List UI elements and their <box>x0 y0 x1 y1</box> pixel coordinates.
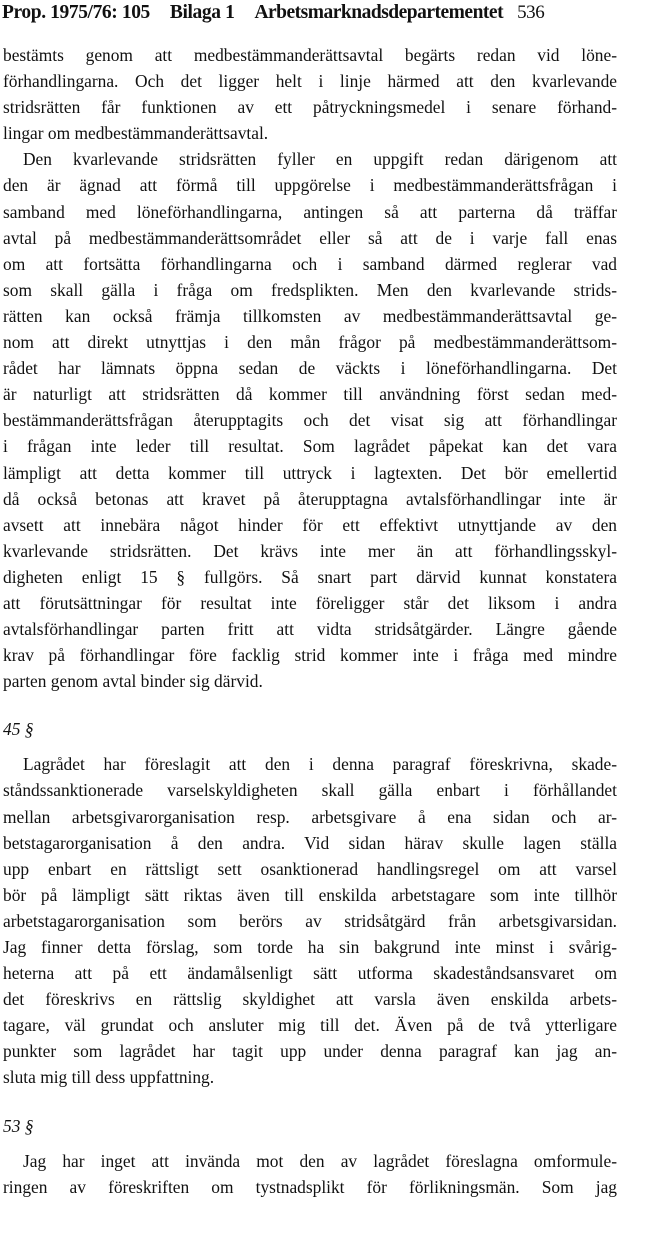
text-line: är naturligt att stridsrätten då kommer till användning först sedan med- <box>3 384 617 405</box>
department-name: Arbetsmarknadsdepartementet <box>254 2 504 23</box>
text-line: parten genom avtal binder sig därvid. <box>3 671 263 692</box>
text-line: avsett att innebära något hinder för ett effektivt utnyttjande av den <box>3 514 617 535</box>
text-line: heterna att på ett ändamålsenligt sätt utforma skadeståndsansvaret om <box>3 963 617 984</box>
text-line: sluta mig till dess uppfattning. <box>3 1067 215 1088</box>
text-line: i frågan inte leder till resultat. Som lagrådet påpekat kan det vara <box>3 436 617 457</box>
page-header <box>2 2 661 28</box>
paragraph-continued <box>3 42 617 146</box>
text-line: rätten kan också främja tillkomsten av medbestämmanderättsavtal ge- <box>3 305 617 326</box>
text-line: nom att direkt utnyttjas i den mån frågor på medbestämmanderättsom- <box>3 332 617 353</box>
text-line: stridsrätten får funktionen av ett påtryckningsmedel i senare förhand- <box>3 97 617 118</box>
text-line: bestämmanderättsfrågan återupptagits och det visat sig att förhandlingar <box>3 410 617 431</box>
text-line: avtal på medbestämmanderättsområdet eller så att de i varje fall enas <box>3 227 617 248</box>
section-heading-45: 45 § <box>3 719 34 740</box>
text-line: upp enbart en rättsligt sett osanktionerad handlingsregel om att varsel <box>3 858 617 879</box>
text-line: Lagrådet har föreslagit att den i denna paragraf föreskrivna, skade- <box>23 754 617 775</box>
section-heading-53: 53 § <box>3 1115 34 1136</box>
text-line: samband med löneförhandlingarna, antingen så att parterna då träffar <box>3 201 617 222</box>
text-line: bestämts genom att medbestämmanderättsavtal begärts redan vid löne- <box>3 45 617 65</box>
text-line: det föreskrivs en rättslig skyldighet att varsla även enskilda arbets- <box>3 989 617 1010</box>
text-line: om att fortsätta förhandlingarna och i samband därmed reglerar vad <box>3 253 617 274</box>
text-line: då också betonas att kravet på återupptagna avtalsförhandlingar inte är <box>3 488 617 509</box>
text-line: arbetstagarorganisation som berörs av stridsåtgärd från arbetsgivarsidan. <box>3 910 617 931</box>
text-line: Jag har inget att invända mot den av lagrådet föreslagna omformule- <box>23 1150 617 1171</box>
section-45-paragraph <box>3 751 617 1090</box>
text-line: som skall gälla i fråga om fredsplikten. Men den kvarlevande strids- <box>3 279 617 300</box>
text-line: digheten enligt 15 § fullgörs. Så snart part därvid kunnat konstatera <box>3 566 617 587</box>
text-line: ringen av föreskriften om tystnadsplikt för förlikningsmän. Som jag <box>3 1176 617 1197</box>
text-line: Jag finner detta förslag, som torde ha sin bakgrund inte minst i svårig- <box>3 937 617 957</box>
text-line: bör på lämpligt sätt riktas även till enskilda arbetstagare som inte tillhör <box>3 884 617 905</box>
paragraph-stridsratten <box>3 146 617 694</box>
section-53-paragraph <box>3 1148 617 1200</box>
text-line: att förutsättningar för resultat inte föreligger står det liksom i andra <box>3 592 617 613</box>
document-body <box>3 42 617 1200</box>
text-line: lingar om medbestämmanderättsavtal. <box>3 123 269 144</box>
text-line: lämpligt att detta kommer till uttryck i lagtexten. Det bör emellertid <box>3 462 617 483</box>
text-line: tagare, väl grundat och ansluter mig till det. Även på de två ytterligare <box>3 1015 617 1036</box>
text-line: punkter som lagrådet har tagit upp under denna paragraf kan jag an- <box>3 1041 617 1062</box>
page-number: 536 <box>517 2 545 23</box>
text-line: ståndssanktionerade varselskyldigheten skall gälla enbart i förhållandet <box>3 780 617 801</box>
text-line: rådet har lämnats öppna sedan de väckts i löneförhandlingarna. Det <box>3 358 617 379</box>
text-line: betstagarorganisation å den andra. Vid sidan härav skulle lagen ställa <box>3 832 617 853</box>
text-line: mellan arbetsgivarorganisation resp. arbetsgivare å ena sidan och ar- <box>3 806 617 827</box>
text-line: Den kvarlevande stridsrätten fyller en uppgift redan därigenom att <box>23 149 617 170</box>
proposition-number: Prop. 1975/76: 105 <box>2 2 150 23</box>
text-line: kvarlevande stridsrätten. Det krävs inte mer än att förhandlingsskyl- <box>3 540 617 561</box>
appendix-label: Bilaga 1 <box>169 2 235 23</box>
text-line: avtalsförhandlingar parten fritt att vidta stridsåtgärder. Längre gående <box>3 619 617 640</box>
text-line: förhandlingarna. Och det ligger helt i linje härmed att den kvarlevande <box>3 71 617 92</box>
text-line: krav på förhandlingar före facklig strid kommer inte i fråga med mindre <box>3 645 617 666</box>
text-line: den är ägnad att förmå till uppgörelse i medbestämmanderättsfrågan i <box>3 175 617 196</box>
